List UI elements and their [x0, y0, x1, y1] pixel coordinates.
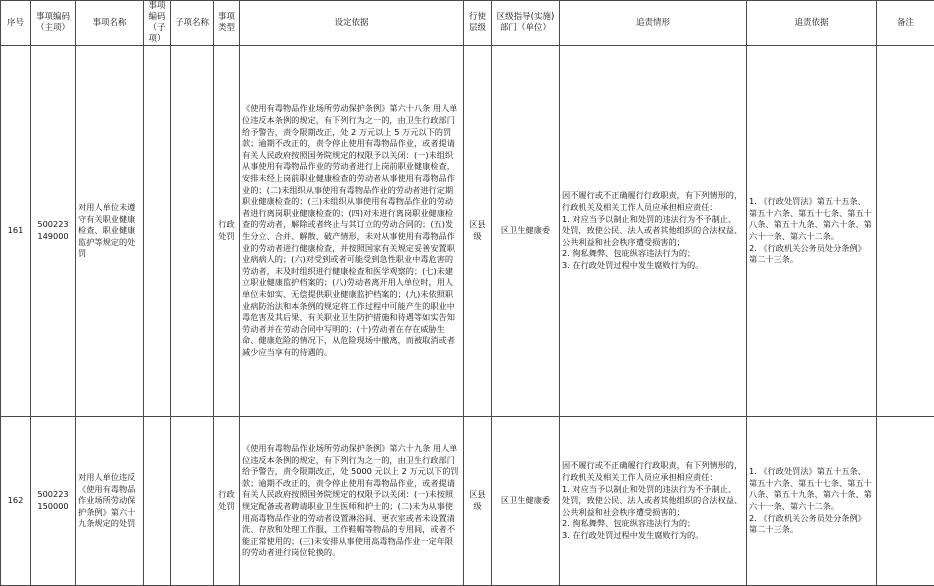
header-code-sub: 事项编码 （子项）: [144, 1, 171, 46]
accountability-line: 1. 对应当予以制止和处罚的违法行为不予制止、处罚，致使公民、法人或者其他组织的合法权益、公共利益和社会秩序遭受损害的；: [562, 484, 744, 519]
header-dept: 区级指导(实施) 部门（单位）: [492, 1, 560, 46]
header-level: 行使 层级: [464, 1, 492, 46]
accountability-line: 3. 在行政处罚过程中发生腐败行为的。: [562, 260, 744, 272]
row-level: 区县 级: [464, 417, 492, 586]
acc-basis-line: 2. 《行政机关公务员处分条例》第二十三条。: [749, 243, 874, 266]
accountability-line: 3. 在行政处罚过程中发生腐败行为的。: [562, 530, 744, 542]
header-accountability: 追责情形: [560, 1, 747, 46]
acc-basis-line: 2. 《行政机关公务员处分条例》第二十三条。: [749, 513, 874, 536]
row-name: 对用人单位未遵守有关职业健康检查、职业健康监护等规定的处罚: [76, 46, 144, 417]
header-row: [1, 1, 934, 46]
acc-basis-line: 1. 《行政处罚法》第五十五条、第五十六条、第五十七条、第五十八条、第五十九条、第六十条、第六十一条、第六十二条。: [749, 466, 874, 512]
row-level: 区县 级: [464, 46, 492, 417]
acc-basis-line: 1. 《行政处罚法》第五十五条、第五十六条、第五十七条、第五十八条、第五十九条、第六十条、第六十一条、第六十二条。: [749, 196, 874, 242]
header-code-main: 事项编码 （主项）: [31, 1, 76, 46]
row-accountability: [560, 46, 747, 417]
row-code: 500223 150000: [31, 417, 76, 586]
accountability-line: 因不履行或不正确履行行政职责，有下列情形的，行政机关及相关工作人员应承担相应责任：: [562, 460, 744, 483]
accountability-line: 2. 徇私舞弊、包庇纵容违法行为的；: [562, 248, 744, 260]
accountability-line: 因不履行或不正确履行行政职责，有下列情形的，行政机关及相关工作人员应承担相应责任：: [562, 190, 744, 213]
row-code-sub: [144, 417, 171, 586]
row-remark: [877, 417, 934, 586]
row-name-sub: [171, 46, 214, 417]
header-name-main: 事项名称: [76, 1, 144, 46]
row-acc-basis: [747, 46, 877, 417]
table-row: [1, 417, 934, 586]
header-acc-basis: 追责依据: [747, 1, 877, 46]
row-code-sub: [144, 46, 171, 417]
table-row: [1, 46, 934, 417]
row-basis: 《使用有毒物品作业场所劳动保护条例》第六十九条 用人单位违反本条例的规定，有下列行为之一的，由卫生行政部门给予警告，责令限期改正，处 5000 元以上 2 万元以下的罚款；逾期不改正的，责令停止使用有毒物品作业，或者提请有关人民政府按照国务院规定的权限予以关闭：(一)未按照规定配备或者聘请职业卫生医师和护士的；(二)未为从事使用高毒物品作业的劳动者设置淋浴间、更衣室或者未设置清洗、存放和处理工作服、工作鞋帽等物品的专用间，或者不能正常使用的；(三)未安排从事使用高毒物品作业一定年限的劳动者进行岗位轮换的。: [240, 417, 464, 586]
row-remark: [877, 46, 934, 417]
row-name: 对用人单位违反《使用有毒物品作业场所劳动保护条例》第六十九条规定的处罚: [76, 417, 144, 586]
row-seq: 162: [1, 417, 31, 586]
row-code: 500223 149000: [31, 46, 76, 417]
header-seq: 序号: [1, 1, 31, 46]
row-basis: 《使用有毒物品作业场所劳动保护条例》第六十八条 用人单位违反本条例的规定，有下列行为之一的，由卫生行政部门给予警告，责令限期改正，处 2 万元以上 5 万元以下的罚款；逾期不改正的，责令停止使用有毒物品作业，或者提请有关人民政府按照国务院规定的权限予以关闭：(一)未组织从事使用有毒物品作业的劳动者进行上岗前职业健康检查，安排未经上岗前职业健康检查的劳动者从事使用有毒物品作业的；(二)未组织从事使用有毒物品作业的劳动者进行定期职业健康检查的；(三)未组织从事使用有毒物品作业的劳动者进行离岗职业健康检查的；(四)对未进行离岗职业健康检查的劳动者，解除或者终止与其订立的劳动合同的；(五)发生分立、合并、解散、破产情形，未对从事使用有毒物品作业的劳动者进行健康检查，并按照国家有关规定妥善安置职业病病人的；(六)对受到或者可能受到急性职业中毒危害的劳动者，未及时组织进行健康检查和医学观察的；(七)未建立职业健康监护档案的；(八)劳动者离开用人单位时，用人单位未如实、无偿提供职业健康监护档案的；(九)未依照职业病防治法和本条例的规定将工作过程中可能产生的职业中毒危害及其后果、有关职业卫生防护措施和待遇等如实告知劳动者并在劳动合同中写明的；(十)劳动者在存在威胁生命、健康危险的情况下，从危险现场中撤离，而被取消或者减少应当享有的待遇的。: [240, 46, 464, 417]
header-remark: 备注: [877, 1, 934, 46]
row-accountability: [560, 417, 747, 586]
row-type: 行政 处罚: [214, 46, 240, 417]
row-type: 行政 处罚: [214, 417, 240, 586]
header-name-sub: 子项名称: [171, 1, 214, 46]
header-type: 事项 类型: [214, 1, 240, 46]
row-seq: 161: [1, 46, 31, 417]
row-name-sub: [171, 417, 214, 586]
header-basis: 设定依据: [240, 1, 464, 46]
accountability-line: 1. 对应当予以制止和处罚的违法行为不予制止、处罚，致使公民、法人或者其他组织的合法权益、公共利益和社会秩序遭受损害的；: [562, 214, 744, 249]
row-dept: 区卫生健康委: [492, 46, 560, 417]
row-acc-basis: [747, 417, 877, 586]
accountability-line: 2. 徇私舞弊、包庇纵容违法行为的；: [562, 518, 744, 530]
row-dept: 区卫生健康委: [492, 417, 560, 586]
